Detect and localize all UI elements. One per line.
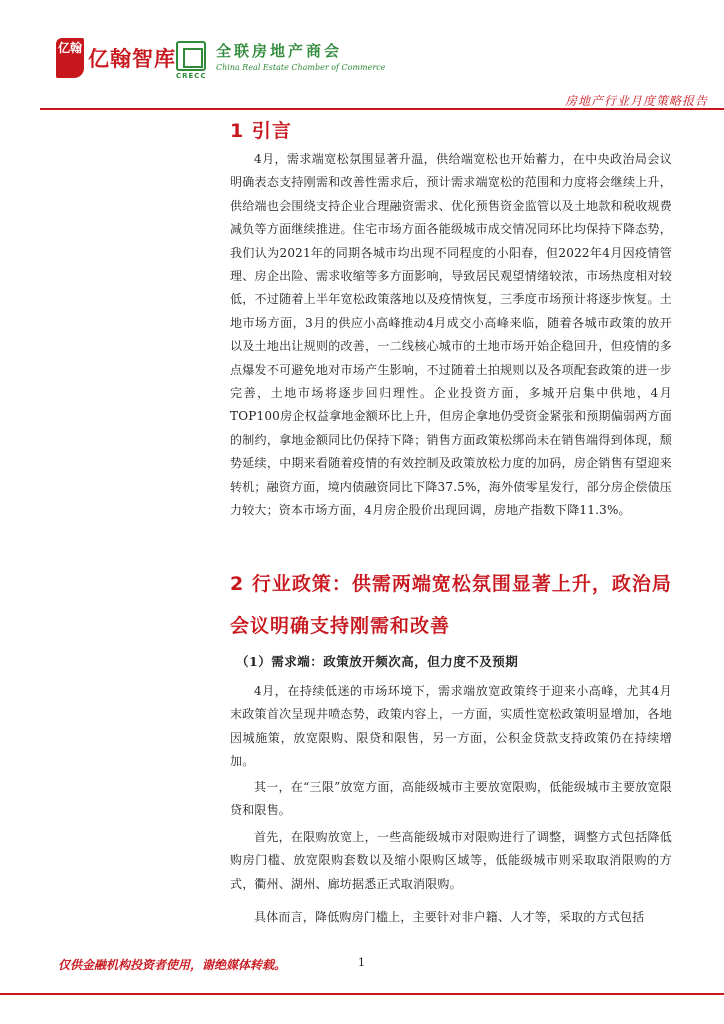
header-divider (40, 108, 724, 110)
ehconsulting-logo-name: 亿翰智库 (88, 47, 176, 71)
section-1-heading: 1 引言 (230, 120, 292, 142)
section-2-subheading: （1）需求端：政策放开频次高，但力度不及预期 (236, 654, 519, 669)
crecc-name-cn: 全联房地产商会 (216, 42, 343, 60)
section-1-paragraph: 4月，需求端宽松氛围显著升温，供给端宽松也开始蓄力，在中央政治局会议明确表态支持刚需和改善性需求后，预计需求端宽松的范围和力度将会继续上升，供给端也会围绕支持企业合理融资需求、优化预售资金监管以及土地款和税收规费减负等方面继续推进。住宅市场方面各能级城市成交情况同环比均保持下降态势，我们认为2021年的同期各城市均出现不同程度的小阳春，但2022年4月因疫情管理、房企出险、需求收缩等多方面影响，导致居民观望情绪较浓，市场热度相对较低，不过随着上半年宽松政策落地以及疫情恢复，三季度市场预计将逐步恢复。土地市场方面，3月的供应小高峰推动4月成交小高峰来临，随着各城市政策的放开以及土地出让规则的改善，一二线核心城市的土地市场开始企稳回升，但疫情的多点爆发不可避免地对市场产生影响，不过随着土拍规则以及各项配套政策的进一步完善，土地市场将逐步回归理性。企业投资方面，多城开启集中供地，4月TOP100房企权益拿地金额环比上升，但房企拿地仍受资金紧张和预期偏弱两方面的制约，拿地金额同比仍保持下降；销售方面政策松绑尚未在销售端得到体现，颓势延续，中期来看随着疫情的有效控制及政策放松力度的加码，房企销售有望迎来转机；融资方面，境内债融资同比下降37.5%，海外债零星发行，部分房企偿债压力较大；资本市场方面，4月房企股价出现回调，房地产指数下降11.3%。 (230, 152, 672, 518)
crecc-names (216, 40, 385, 72)
crecc-logo (176, 40, 386, 80)
section-2-paragraph-2: 其一，在“三限”放宽方面，高能级城市主要放宽限购，低能级城市主要放宽限贷和限售。 (230, 780, 672, 818)
section-2-paragraph-4: 具体而言，降低购房门槛上，主要针对非户籍、人才等，采取的方式包括 (254, 910, 645, 924)
footer-divider (0, 993, 724, 995)
page-header (0, 0, 724, 110)
crecc-seal-text: CRECC (176, 72, 207, 80)
ehconsulting-logo (56, 38, 176, 78)
footer-disclaimer: 仅供金融机构投资者使用，谢绝媒体转载。 (58, 958, 287, 972)
page-number: 1 (358, 956, 365, 969)
crecc-seal-icon (176, 41, 206, 71)
section-2-paragraph-3: 首先，在限购放宽上，一些高能级城市对限购进行了调整，调整方式包括降低购房门槛、放宽限购套数以及缩小限购区域等，低能级城市则采取取消限购的方式，衢州、湖州、廊坊据悉正式取消限购。 (230, 830, 672, 891)
report-title: 房地产行业月度策略报告 (564, 94, 708, 108)
section-2-heading: 2 行业政策：供需两端宽松氛围显著上升，政治局会议明确支持刚需和改善 (230, 573, 672, 637)
crecc-name-en: China Real Estate Chamber of Commerce (216, 63, 386, 72)
ehconsulting-logo-mark: 亿翰 (56, 38, 84, 78)
section-2-paragraph-1: 4月，在持续低迷的市场环境下，需求端放宽政策终于迎来小高峰，尤其4月末政策首次呈现井喷态势，政策内容上，一方面，实质性宽松政策明显增加，各地因城施策，放宽限购、限贷和限售，另一方面，公积金贷款支持政策仍在持续增加。 (230, 684, 672, 769)
